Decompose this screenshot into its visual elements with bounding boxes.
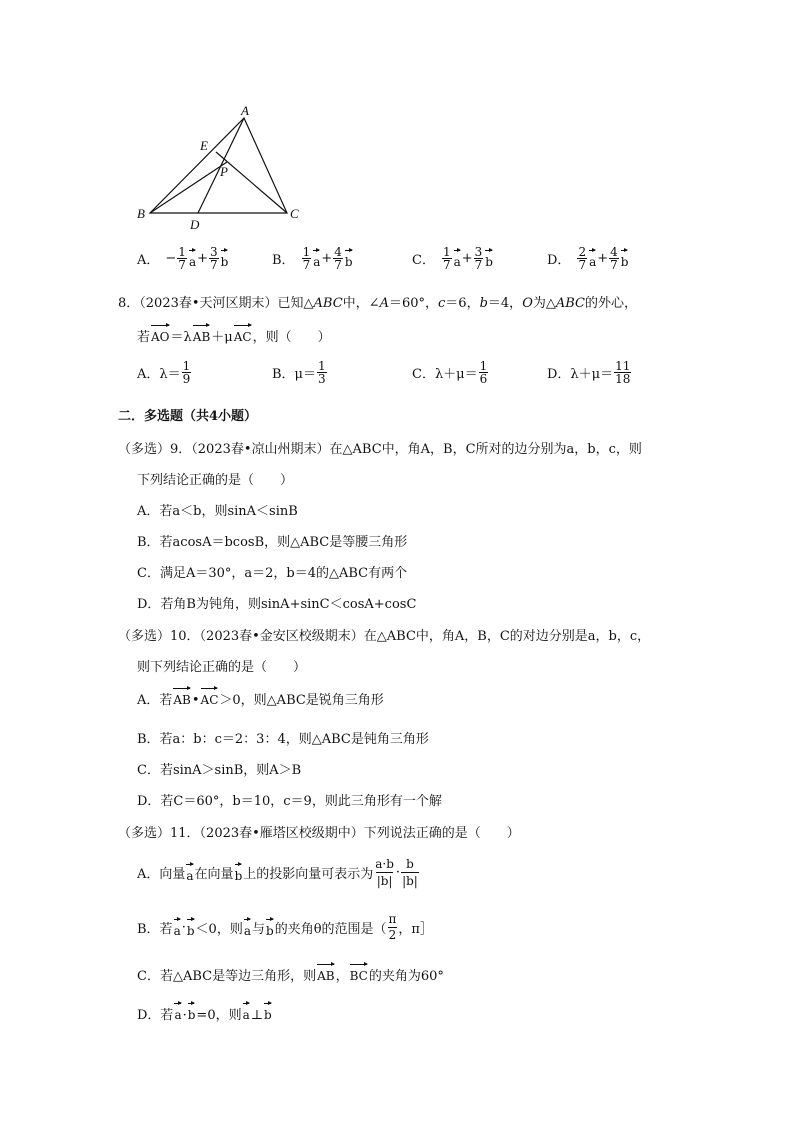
q10-option-d: D．若C＝60°，b＝10，c＝9，则此三角形有一个解 — [137, 794, 442, 809]
q7-option-a: A． − $\frac{1}{7}$ a + $\frac{3}{7}$ b — [137, 245, 229, 272]
segment-be-extended — [150, 162, 227, 213]
q8-option-d: D．λ＋μ＝ $\frac{11}{18}$ — [547, 359, 631, 386]
q10-option-b: B．若a：b：c＝2：3：4，则△ABC是钝角三角形 — [137, 732, 429, 747]
q11-option-b: B．若 a · b ＜0，则 a 与 b 的夹角θ的范围是（ $\frac{\pi}{2}$ ，π］ — [137, 912, 433, 942]
q8-stem-line1: 8．（2023春•天河区期末）已知△ABC中，∠A＝60°，c＝6，b＝4，O为△ABC的外心， — [118, 296, 638, 311]
q9-option-a: A．若a＜b，则sinA＜sinB — [137, 504, 298, 519]
section-heading: 二．多选题（共4小题） — [118, 409, 258, 424]
q10-option-a: A．若AB•AC＞0，则△ABC是锐角三角形 — [137, 686, 384, 708]
q9-stem-line1: （多选）9．（2023春•凉山州期末）在△ABC中，角A，B，C所对的边分别为a，b，c，则 — [118, 442, 642, 457]
q9-stem-line2: 下列结论正确的是（ ） — [137, 473, 294, 488]
triangle-figure — [130, 100, 310, 232]
label-p: P — [220, 164, 228, 179]
q8-option-a: A．λ＝ $\frac{1}{9}$ — [137, 359, 191, 386]
q7-option-d: D． $\frac{2}{7}$ a + $\frac{4}{7}$ b — [547, 245, 629, 272]
segment-ce — [216, 152, 287, 213]
q8-option-c: C．λ＋μ＝ $\frac{1}{6}$ — [412, 359, 488, 386]
label-a: A — [241, 103, 249, 118]
q11-option-a: A．向量 a 在向量 b 上的投影向量可表示为 $\frac{a\cdot b}{|b|}$ · $\frac{b}{|b|}$ — [137, 857, 418, 888]
label-b: B — [137, 206, 145, 221]
q10-stem-line1: （多选）10．（2023春•金安区校级期末）在△ABC中，角A，B，C的对边分别是a，b，c， — [118, 629, 651, 644]
label-e: E — [200, 138, 208, 153]
label-d: D — [190, 217, 200, 232]
q7-option-c: C． $\frac{1}{7}$ a + $\frac{3}{7}$ b — [412, 245, 493, 272]
q11-stem: （多选）11．（2023春•雁塔区校级期中）下列说法正确的是（ ） — [118, 826, 520, 841]
q10-option-c: C．若sinA＞sinB，则A＞B — [137, 763, 302, 778]
q8-option-b: B．μ＝ $\frac{1}{3}$ — [272, 359, 326, 386]
q8-stem-line2: 若AO＝λAB＋μAC，则（ ） — [137, 323, 331, 345]
q7-option-b: B． $\frac{1}{7}$ a + $\frac{4}{7}$ b — [272, 245, 353, 272]
q9-option-c: C．满足A＝30°，a＝2，b＝4的△ABC有两个 — [137, 566, 408, 581]
q11-option-d: D．若a·b=0，则a⊥b — [137, 1001, 273, 1023]
q10-stem-line2: 则下列结论正确的是（ ） — [137, 660, 307, 675]
q9-option-d: D．若角B为钝角，则sinA+sinC＜cosA+cosC — [137, 597, 417, 612]
label-c: C — [290, 206, 299, 221]
q11-option-c: C．若△ABC是等边三角形，则AB，BC的夹角为60° — [137, 962, 444, 984]
q9-option-b: B．若acosA＝bcosB，则△ABC是等腰三角形 — [137, 535, 408, 550]
